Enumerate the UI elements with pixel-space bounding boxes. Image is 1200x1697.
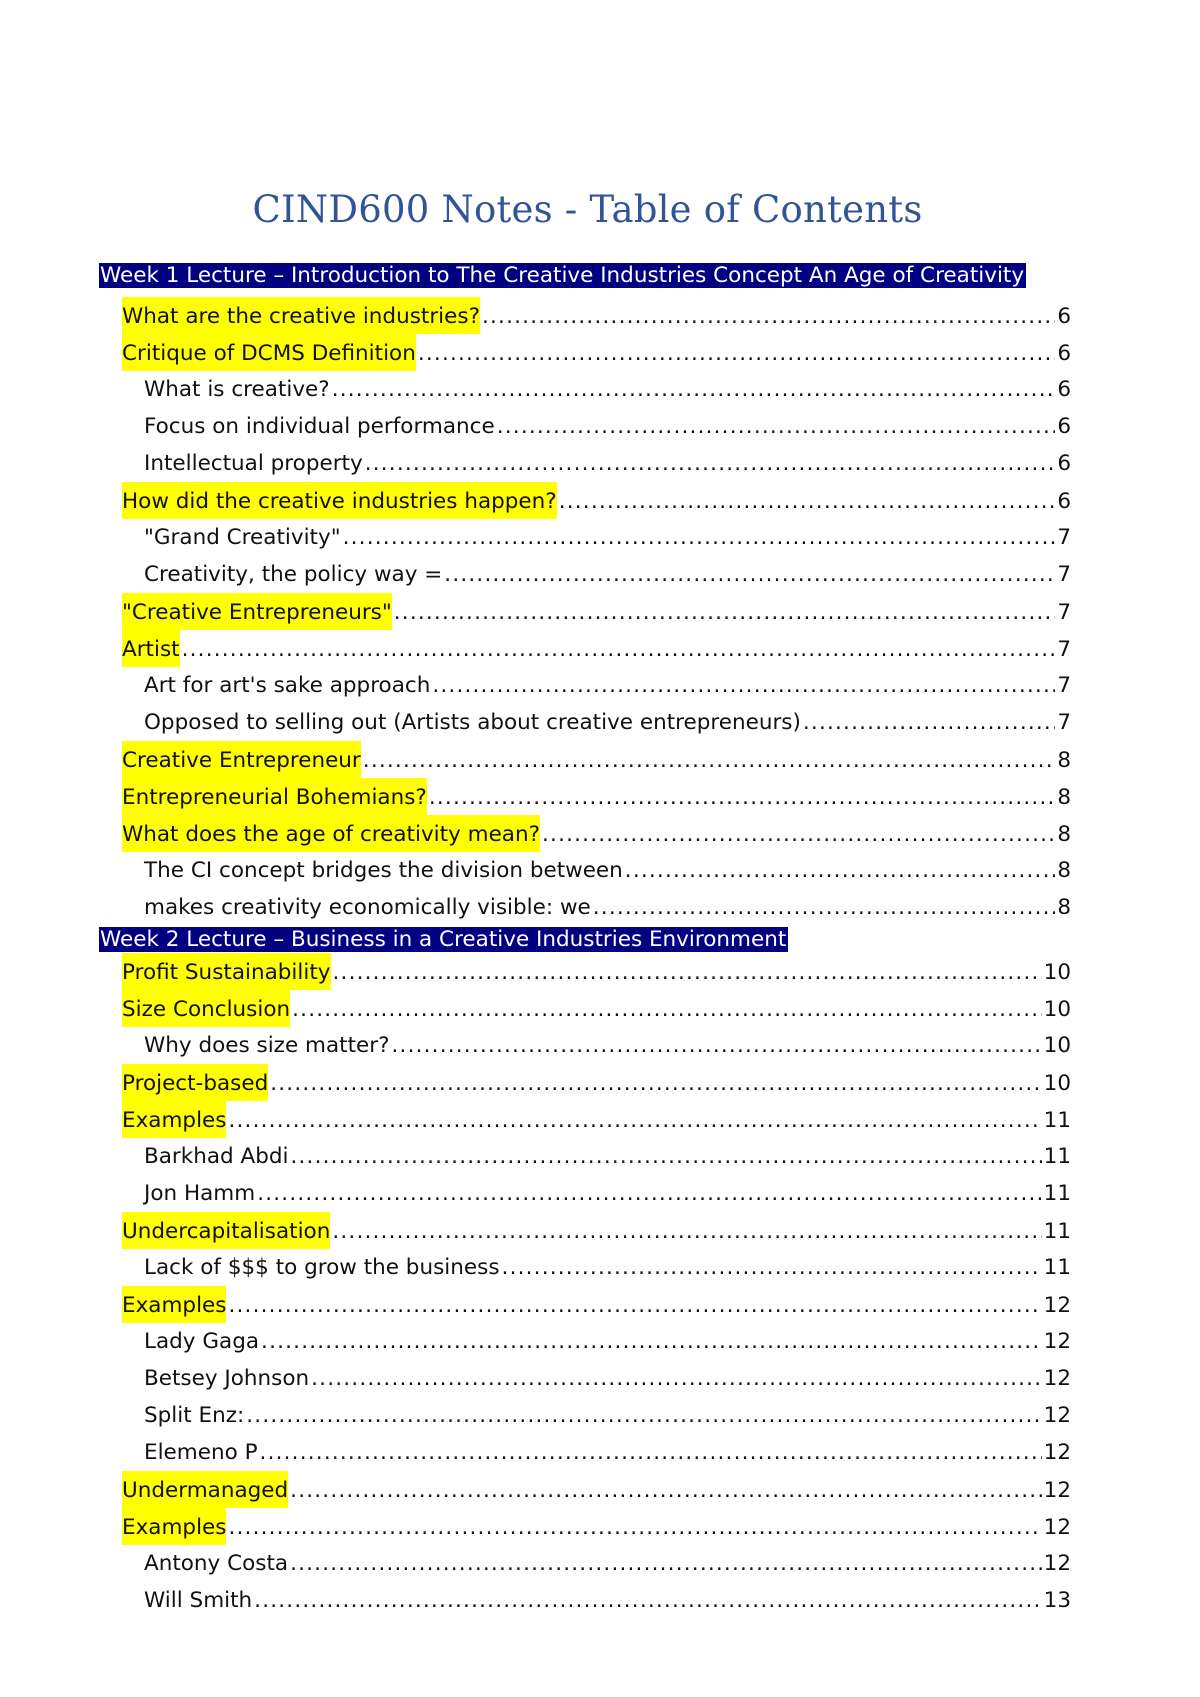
dot-leader xyxy=(270,1065,1041,1101)
toc-entry-label: Opposed to selling out (Artists about creative entrepreneurs) xyxy=(144,710,801,735)
dot-leader xyxy=(418,335,1055,371)
toc-entry[interactable] xyxy=(99,778,1071,815)
toc-entry[interactable] xyxy=(99,1545,1071,1582)
dot-leader xyxy=(542,816,1055,852)
toc-entry[interactable] xyxy=(99,334,1071,371)
dot-leader xyxy=(502,1249,1042,1286)
toc-entry-label: Artist xyxy=(122,630,180,667)
toc-entry-page-number: 12 xyxy=(1043,1551,1071,1576)
toc-entry-page-number: 7 xyxy=(1057,710,1071,735)
dot-leader xyxy=(332,371,1056,408)
toc-entry-page-number: 11 xyxy=(1043,1181,1071,1206)
toc-entry[interactable] xyxy=(99,408,1071,445)
toc-entry[interactable] xyxy=(99,953,1071,990)
toc-entry-page-number: 7 xyxy=(1057,673,1071,698)
toc-entry-page-number: 11 xyxy=(1043,1219,1071,1244)
dot-leader xyxy=(290,1545,1042,1582)
toc-entry[interactable] xyxy=(99,1138,1071,1175)
toc-entry[interactable] xyxy=(99,889,1071,926)
toc-entry-label: Examples xyxy=(122,1286,226,1323)
toc-entry[interactable] xyxy=(99,1027,1071,1064)
toc-entry[interactable] xyxy=(99,482,1071,519)
table-of-contents xyxy=(99,262,1071,1619)
dot-leader xyxy=(625,852,1056,889)
week-2-entries xyxy=(99,953,1071,1619)
toc-entry[interactable] xyxy=(99,1582,1071,1619)
toc-entry-label: Creative Entrepreneur xyxy=(122,741,361,778)
toc-entry-label: Focus on individual performance xyxy=(144,414,495,439)
toc-entry-page-number: 6 xyxy=(1057,304,1071,329)
dot-leader xyxy=(254,1582,1041,1619)
toc-entry-page-number: 11 xyxy=(1043,1144,1071,1169)
toc-entry-page-number: 12 xyxy=(1043,1366,1071,1391)
dot-leader xyxy=(482,298,1055,334)
toc-entry-label: Elemeno P xyxy=(144,1440,258,1465)
toc-entry-label: What does the age of creativity mean? xyxy=(122,815,540,852)
toc-entry-page-number: 11 xyxy=(1043,1108,1071,1133)
week-1-heading-text: Week 1 Lecture – Introduction to The Creative Industries Concept An Age of Creativity xyxy=(100,263,1025,288)
week-1-heading[interactable] xyxy=(99,262,1071,289)
dot-leader xyxy=(365,445,1056,482)
toc-entry-label: Profit Sustainability xyxy=(122,953,331,990)
toc-entry[interactable] xyxy=(99,1508,1071,1545)
toc-entry[interactable] xyxy=(99,1286,1071,1323)
toc-entry[interactable] xyxy=(99,1064,1071,1101)
dot-leader xyxy=(432,667,1055,704)
toc-entry-label: Undercapitalisation xyxy=(122,1212,330,1249)
toc-entry-label: Lack of $$$ to grow the business xyxy=(144,1255,500,1280)
dot-leader xyxy=(593,889,1056,926)
toc-entry[interactable] xyxy=(99,371,1071,408)
toc-entry-label: Why does size matter? xyxy=(144,1033,390,1058)
toc-entry-page-number: 8 xyxy=(1057,858,1071,883)
dot-leader xyxy=(363,742,1056,778)
toc-entry[interactable] xyxy=(99,445,1071,482)
dot-leader xyxy=(394,594,1056,630)
toc-entry-page-number: 13 xyxy=(1043,1588,1071,1613)
toc-entry-label: "Grand Creativity" xyxy=(144,525,341,550)
page-title: CIND600 Notes - Table of Contents xyxy=(252,188,923,231)
toc-entry-label: Art for art's sake approach xyxy=(144,673,431,698)
toc-entry[interactable] xyxy=(99,852,1071,889)
dot-leader xyxy=(292,991,1042,1027)
toc-entry[interactable] xyxy=(99,1471,1071,1508)
toc-entry[interactable] xyxy=(99,556,1071,593)
toc-entry-page-number: 10 xyxy=(1043,960,1071,985)
toc-entry-label: Lady Gaga xyxy=(144,1329,260,1354)
toc-entry-page-number: 12 xyxy=(1043,1478,1071,1503)
toc-entry-page-number: 7 xyxy=(1057,525,1071,550)
dot-leader xyxy=(429,779,1055,815)
toc-entry-page-number: 10 xyxy=(1043,1071,1071,1096)
toc-entry-label: What are the creative industries? xyxy=(122,297,480,334)
toc-entry[interactable] xyxy=(99,593,1071,630)
week-2-heading[interactable] xyxy=(99,926,1071,953)
toc-entry-label: Critique of DCMS Definition xyxy=(122,334,416,371)
toc-entry-label: Barkhad Abdi xyxy=(144,1144,289,1169)
toc-entry-page-number: 6 xyxy=(1057,377,1071,402)
toc-entry[interactable] xyxy=(99,1434,1071,1471)
dot-leader xyxy=(559,483,1056,519)
toc-entry-label: Intellectual property xyxy=(144,451,363,476)
dot-leader xyxy=(257,1175,1041,1212)
toc-entry-label: Jon Hamm xyxy=(144,1181,256,1206)
toc-entry-label: How did the creative industries happen? xyxy=(122,482,557,519)
toc-entry-page-number: 12 xyxy=(1043,1329,1071,1354)
toc-entry-label: Betsey Johnson xyxy=(144,1366,310,1391)
dot-leader xyxy=(260,1434,1042,1471)
toc-entry-page-number: 8 xyxy=(1057,785,1071,810)
toc-entry[interactable] xyxy=(99,1397,1071,1434)
week-2-heading-text: Week 2 Lecture – Business in a Creative Industries Environment xyxy=(100,927,787,952)
toc-entry[interactable] xyxy=(99,1323,1071,1360)
toc-entry-label: Examples xyxy=(122,1101,226,1138)
toc-entry-page-number: 12 xyxy=(1043,1403,1071,1428)
toc-entry-label: Will Smith xyxy=(144,1588,253,1613)
dot-leader xyxy=(246,1397,1041,1434)
toc-entry[interactable] xyxy=(99,741,1071,778)
toc-entry-page-number: 7 xyxy=(1057,600,1071,625)
toc-entry-page-number: 12 xyxy=(1043,1515,1071,1540)
toc-entry-page-number: 12 xyxy=(1043,1293,1071,1318)
toc-entry-page-number: 6 xyxy=(1057,451,1071,476)
toc-entry[interactable] xyxy=(99,990,1071,1027)
dot-leader xyxy=(311,1360,1042,1397)
toc-entry[interactable] xyxy=(99,630,1071,667)
dot-leader xyxy=(343,519,1056,556)
toc-entry[interactable] xyxy=(99,297,1071,334)
toc-entry-page-number: 6 xyxy=(1057,489,1071,514)
week-1-entries xyxy=(99,297,1071,926)
toc-entry-label: Size Conclusion xyxy=(122,990,290,1027)
toc-entry-page-number: 8 xyxy=(1057,822,1071,847)
dot-leader xyxy=(261,1323,1042,1360)
toc-entry-label: "Creative Entrepreneurs" xyxy=(122,593,392,630)
toc-entry[interactable] xyxy=(99,815,1071,852)
toc-entry[interactable] xyxy=(99,1175,1071,1212)
dot-leader xyxy=(228,1509,1041,1545)
toc-entry-page-number: 7 xyxy=(1057,637,1071,662)
dot-leader xyxy=(333,954,1042,990)
toc-entry[interactable] xyxy=(99,1360,1071,1397)
toc-entry-label: makes creativity economically visible: we xyxy=(144,895,591,920)
toc-entry-page-number: 8 xyxy=(1057,748,1071,773)
toc-entry-page-number: 7 xyxy=(1057,562,1071,587)
toc-entry-page-number: 8 xyxy=(1057,895,1071,920)
toc-entry[interactable] xyxy=(99,1212,1071,1249)
toc-entry-label: The CI concept bridges the division between xyxy=(144,858,623,883)
toc-entry-page-number: 10 xyxy=(1043,1033,1071,1058)
dot-leader xyxy=(290,1138,1041,1175)
dot-leader xyxy=(332,1213,1041,1249)
toc-entry-label: Examples xyxy=(122,1508,226,1545)
toc-entry[interactable] xyxy=(99,667,1071,704)
toc-entry-page-number: 10 xyxy=(1043,997,1071,1022)
toc-entry-label: What is creative? xyxy=(144,377,330,402)
dot-leader xyxy=(497,408,1056,445)
dot-leader xyxy=(228,1102,1041,1138)
toc-entry-page-number: 6 xyxy=(1057,414,1071,439)
dot-leader xyxy=(290,1472,1041,1508)
dot-leader xyxy=(803,704,1055,741)
toc-entry[interactable] xyxy=(99,704,1071,741)
toc-entry-label: Split Enz: xyxy=(144,1403,245,1428)
toc-entry-label: Antony Costa xyxy=(144,1551,289,1576)
toc-entry[interactable] xyxy=(99,1249,1071,1286)
toc-entry-label: Creativity, the policy way = xyxy=(144,562,443,587)
toc-entry-label: Undermanaged xyxy=(122,1471,288,1508)
toc-entry[interactable] xyxy=(99,519,1071,556)
toc-entry-page-number: 12 xyxy=(1043,1440,1071,1465)
toc-entry-label: Entrepreneurial Bohemians? xyxy=(122,778,427,815)
toc-entry-label: Project-based xyxy=(122,1064,268,1101)
dot-leader xyxy=(444,556,1055,593)
dot-leader xyxy=(392,1027,1042,1064)
toc-entry[interactable] xyxy=(99,1101,1071,1138)
dot-leader xyxy=(228,1287,1041,1323)
toc-entry-page-number: 11 xyxy=(1043,1255,1071,1280)
dot-leader xyxy=(182,631,1056,667)
toc-entry-page-number: 6 xyxy=(1057,341,1071,366)
